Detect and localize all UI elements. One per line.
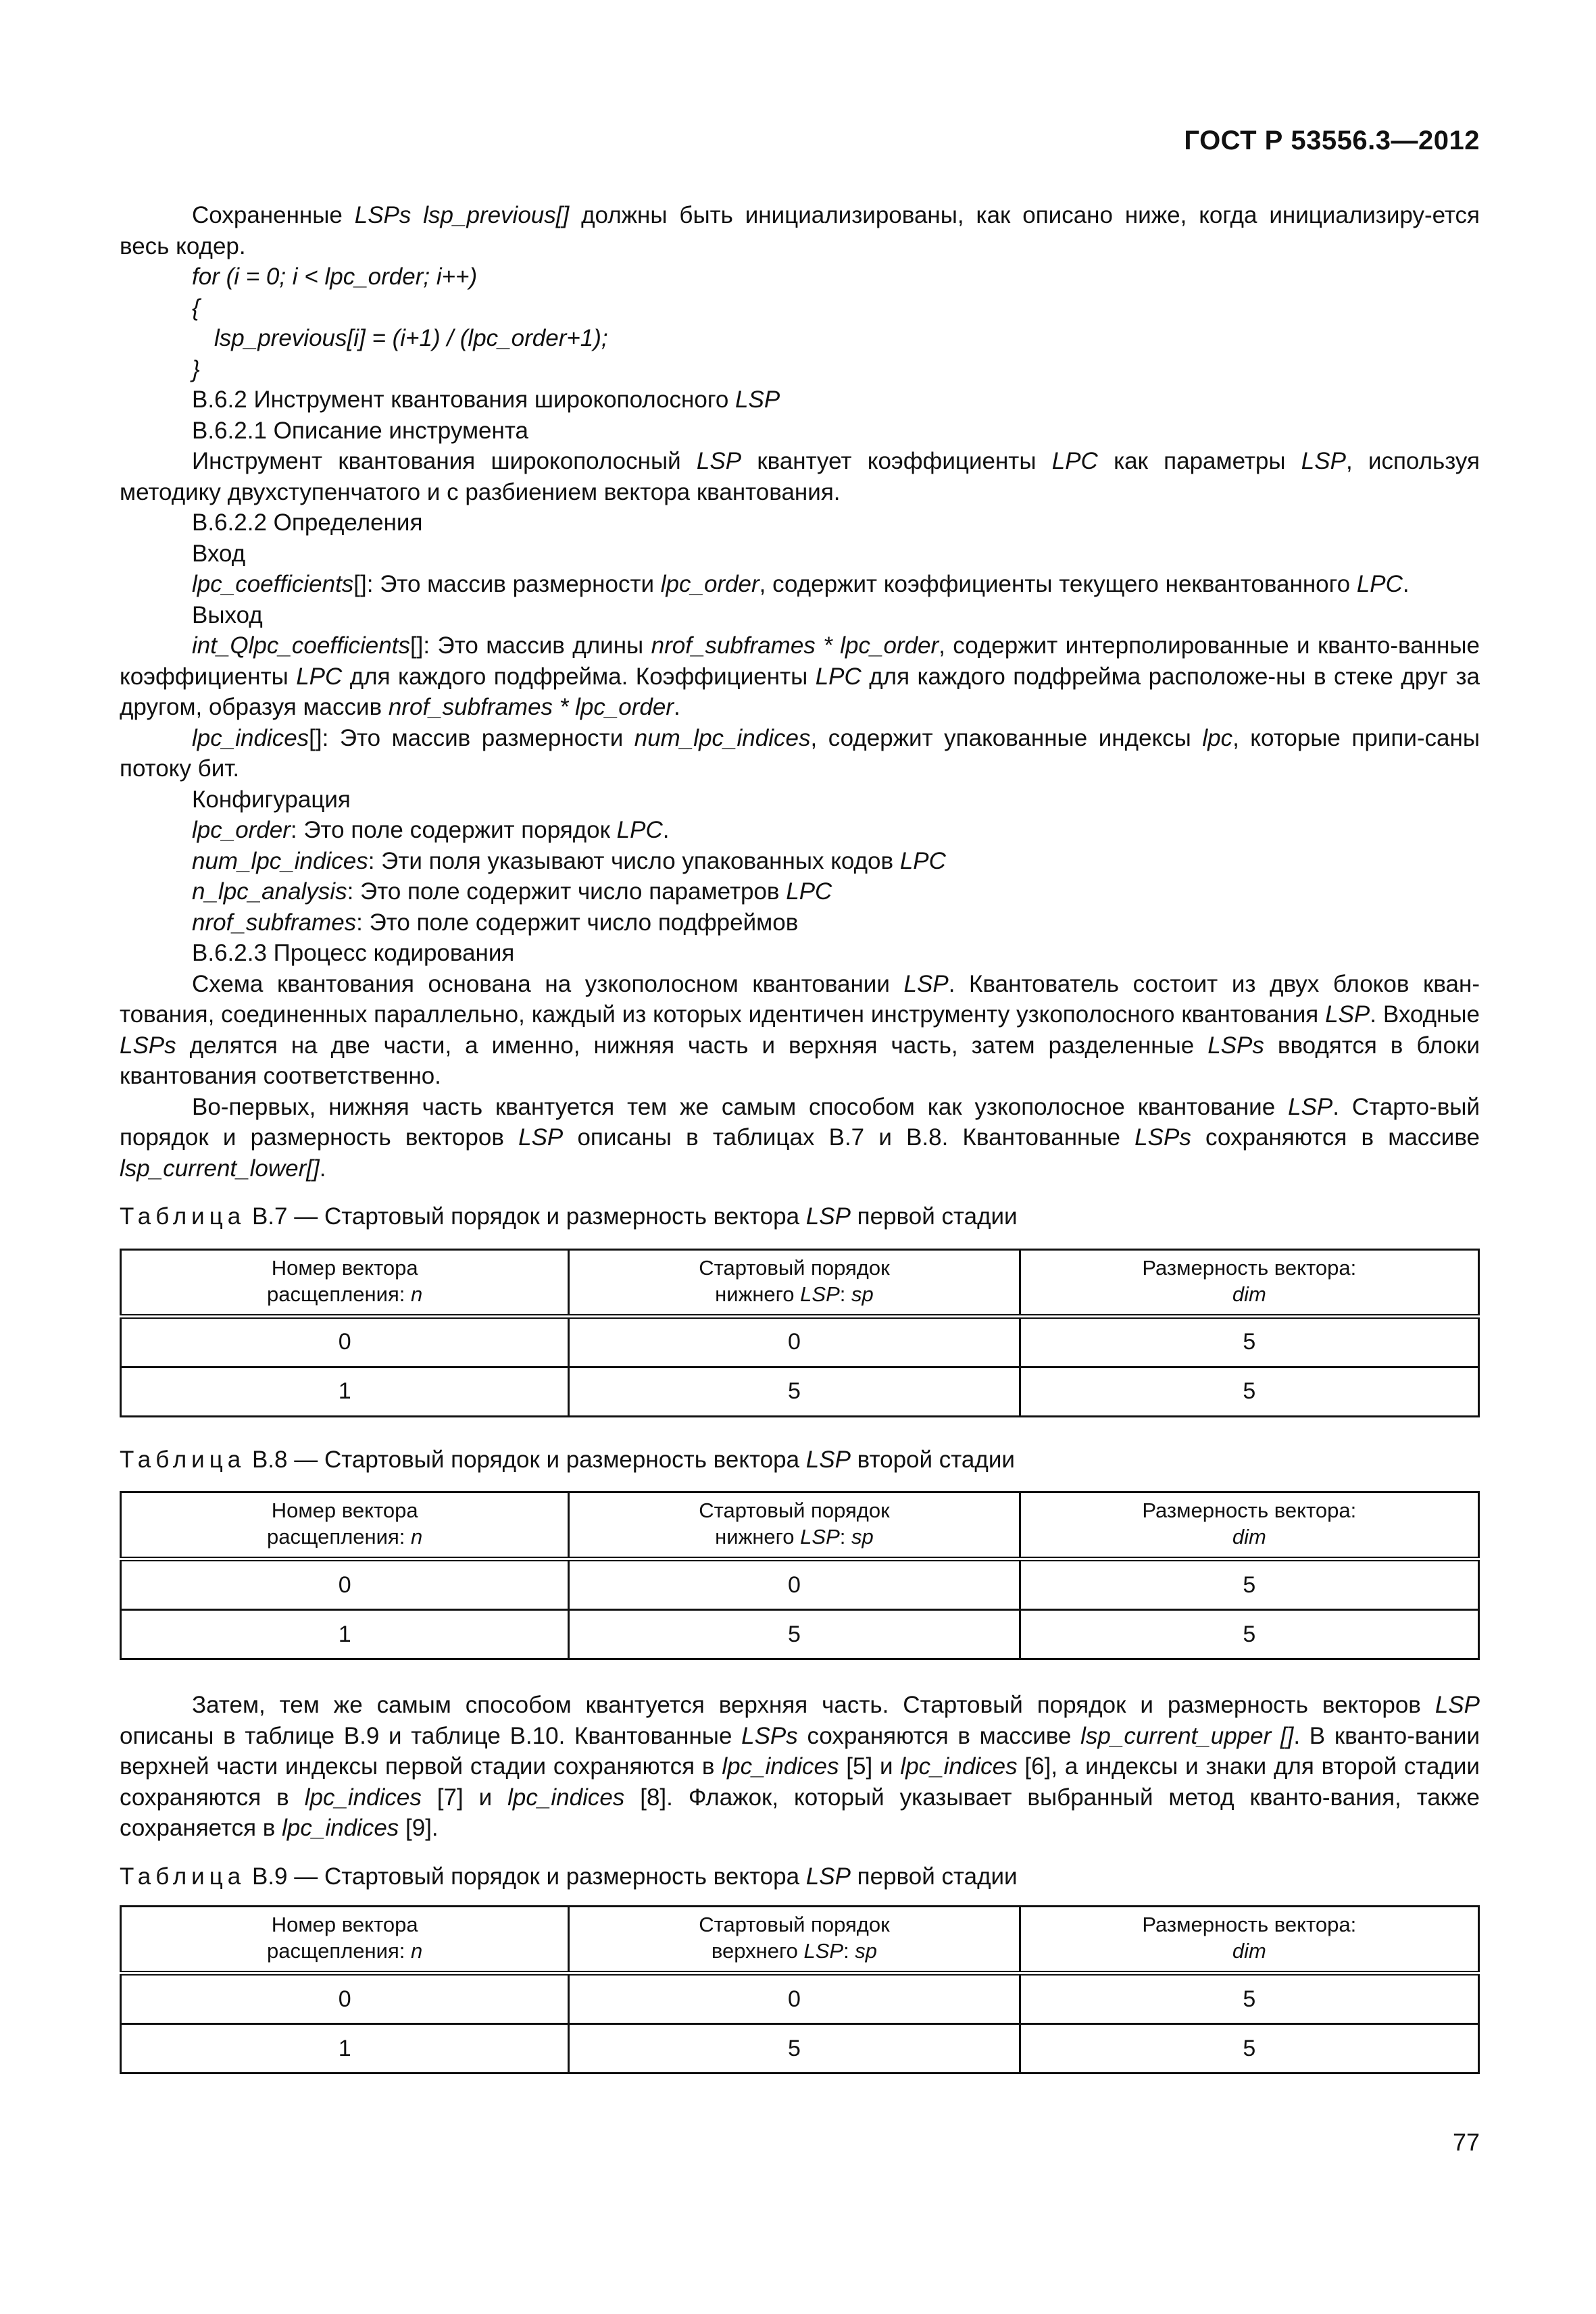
code-text: { (192, 294, 200, 321)
table-cell: 5 (569, 1367, 1020, 1416)
header-cell (1020, 1492, 1478, 1559)
encoding-paragraph-2 (120, 1092, 1480, 1184)
text-run: Схема квантования основана на узкополосном квантовании (192, 970, 904, 997)
text-run-italic: LSP (805, 1446, 851, 1473)
text-run: [8]. Флажок, который указывает выбранный метод кванто-вания, также сохраняется в (120, 1784, 1480, 1841)
table-b9-caption (120, 1861, 1480, 1892)
text-run-italic: LSPs (120, 1032, 176, 1059)
text-run: для каждого подфрейма. Коэффициенты (342, 663, 816, 690)
text-run-italic: LSPs lsp_previous[] (354, 202, 570, 228)
table-b7-caption (120, 1201, 1480, 1232)
text-run-italic: n_lpc_analysis (192, 878, 347, 905)
text-run: . (319, 1155, 326, 1182)
text-run-italic: lpc_order (660, 571, 759, 597)
text-run: Номер вектора (271, 1913, 418, 1936)
code-text: } (192, 355, 200, 382)
table-cell: 5 (569, 1610, 1020, 1659)
encoding-paragraph-1 (120, 969, 1480, 1092)
table-header-row (121, 1492, 1479, 1559)
text-run: []: Это массив размерности (309, 724, 634, 751)
table-cell: 5 (1020, 1316, 1478, 1367)
text-run-italic: LSP (1288, 1093, 1333, 1120)
text-run: , содержит интерполированные и кванто-ванные коэффициенты (120, 632, 1480, 690)
text-run-italic: LSP (803, 1939, 844, 1963)
text-run-italic: num_lpc_indices (634, 724, 811, 751)
text-run: : Это поле содержит порядок (290, 817, 617, 843)
text-run-italic: sp (851, 1282, 874, 1306)
section-heading-b621: В.6.2.1 Описание инструмента (192, 417, 528, 444)
text-run-italic: lpc (1202, 724, 1233, 751)
text-run-italic: lpc_indices (282, 1815, 399, 1841)
tool-description (120, 446, 1480, 507)
table-row (121, 1610, 1479, 1659)
table-cell: 0 (569, 1973, 1020, 2024)
text-run: первой стадии (850, 1863, 1018, 1890)
text-run-italic: nrof_subframes (192, 909, 357, 936)
text-run: [9]. (399, 1815, 439, 1841)
text-run-italic: dim (1232, 1525, 1266, 1549)
table-row (121, 2024, 1479, 2073)
section-heading-b622: В.6.2.2 Определения (192, 509, 423, 536)
text-run: : Это поле содержит число подфреймов (356, 909, 799, 936)
table-header-row (121, 1249, 1479, 1316)
text-run-italic: LSP (1435, 1692, 1480, 1718)
code-line (120, 323, 1480, 354)
text-run: [6], а индексы и знаки для второй стадии сохраняются в (120, 1753, 1480, 1811)
text-run: . Старто-вый порядок и размерность векторов (120, 1093, 1480, 1151)
definition-int-qlpc-coefficients (120, 630, 1480, 723)
table-cell: 5 (1020, 1367, 1478, 1416)
header-cell (1020, 1249, 1478, 1316)
text-run: , содержит упакованные индексы (810, 724, 1203, 751)
table-header-row (121, 1907, 1479, 1973)
text-run-italic: LSP (805, 1863, 851, 1890)
header-cell (569, 1907, 1020, 1973)
table-row (121, 1316, 1479, 1367)
text-run: : (839, 1525, 851, 1549)
standard-header: ГОСТ Р 53556.3—2012 (1184, 126, 1480, 155)
document-page (120, 0, 1480, 2314)
text-run: Сохраненные (192, 202, 355, 228)
text-run-italic: LPC (1051, 448, 1098, 474)
text-run: нижнего (715, 1525, 801, 1549)
text-run-italic: n (411, 1939, 423, 1963)
text-run-italic: lpc_indices (304, 1784, 422, 1811)
text-run: В.7 — Стартовый порядок и размерность вектора (245, 1203, 806, 1230)
code-line (120, 293, 1480, 324)
text-run: [5] и (839, 1753, 901, 1780)
text-run: второй стадии (850, 1446, 1015, 1473)
config-num-lpc-indices (120, 846, 1480, 877)
text-run: описаны в таблицах В.7 и В.8. Квантованные (563, 1124, 1135, 1151)
text-run: должны быть инициализированы, как описано ниже, когда инициализиру-ется весь кодер. (120, 202, 1480, 259)
text-run-italic: n (411, 1525, 423, 1549)
text-run: Во-первых, нижняя часть квантуется тем же самым способом как узкополосное квантование (192, 1093, 1289, 1120)
text-run-italic: dim (1232, 1939, 1266, 1963)
code-line (120, 354, 1480, 385)
text-run-italic: LSP (735, 386, 780, 413)
text-run: : (843, 1939, 855, 1963)
text-run-italic: nrof_subframes * lpc_order (388, 694, 674, 720)
section-heading-b62 (120, 384, 1480, 416)
text-run: расщепления: (267, 1282, 411, 1306)
text-run: , которые припи-саны потоку бит. (120, 724, 1480, 782)
config-nrof-subframes (120, 907, 1480, 938)
table-b9 (120, 1905, 1480, 2074)
text-run: : (839, 1282, 851, 1306)
text-run: В.9 — Стартовый порядок и размерность вектора (245, 1863, 806, 1890)
text-run-italic: LPC (786, 878, 832, 905)
caption-word: Таблица (120, 1203, 246, 1230)
text-run-italic: LSPs (1207, 1032, 1264, 1059)
text-run-italic: dim (1232, 1282, 1266, 1306)
text-run: описаны в таблице В.9 и таблице В.10. Квантованные (120, 1722, 742, 1749)
text-run-italic: LSP (1301, 448, 1346, 474)
text-run-italic: LPC (616, 817, 663, 843)
text-run: вводятся в блоки квантования соответственно. (120, 1032, 1480, 1089)
table-cell: 5 (1020, 1610, 1478, 1659)
code-line (120, 261, 1480, 293)
text-run: нижнего (715, 1282, 801, 1306)
table-cell: 0 (121, 1973, 569, 2024)
header-cell (569, 1249, 1020, 1316)
table-cell: 1 (121, 1367, 569, 1416)
text-run: первой стадии (850, 1203, 1018, 1230)
text-run: . (662, 817, 670, 843)
table-cell: 1 (121, 1610, 569, 1659)
text-run: для каждого подфрейма расположе-ны в стеке друг за другом, образуя массив (120, 663, 1480, 720)
table-cell: 0 (569, 1559, 1020, 1610)
text-run-italic: lpc_coefficients (192, 571, 354, 597)
code-text: for (i = 0; i < lpc_order; i++) (192, 263, 478, 290)
table-cell: 5 (1020, 1559, 1478, 1610)
config-n-lpc-analysis (120, 876, 1480, 907)
input-label: Вход (192, 540, 246, 567)
configuration-label: Конфигурация (192, 786, 351, 813)
text-run: , используя методику двухступенчатого и с разбиением вектора квантования. (120, 448, 1480, 505)
text-run: . (1402, 571, 1410, 597)
text-run: сохраняются в массиве (1191, 1124, 1480, 1151)
text-run-italic: LSP (1325, 1001, 1370, 1028)
text-run-italic: lpc_indices (192, 724, 309, 751)
table-cell: 5 (1020, 2024, 1478, 2073)
text-run-italic: n (411, 1282, 423, 1306)
text-run-italic: LPC (815, 663, 862, 690)
text-run-italic: lpc_indices (722, 1753, 839, 1780)
text-run-italic: LPC (296, 663, 343, 690)
output-label: Выход (192, 601, 263, 628)
section-heading-b623: В.6.2.3 Процесс кодирования (192, 940, 515, 966)
text-run-italic: lsp_current_upper [] (1080, 1722, 1294, 1749)
table-cell: 0 (569, 1316, 1020, 1367)
text-run-italic: LSP (696, 448, 742, 474)
text-run: Номер вектора (271, 1255, 418, 1280)
text-run-italic: LSPs (741, 1722, 798, 1749)
text-run: . В кванто-вании верхней части индексы первой стадии сохраняются в (120, 1722, 1480, 1780)
text-run-italic: sp (855, 1939, 878, 1963)
header-cell (121, 1907, 569, 1973)
text-run: сохраняются в массиве (797, 1722, 1081, 1749)
text-run: верхнего (711, 1939, 804, 1963)
table-cell: 5 (569, 2024, 1020, 2073)
page-number: 77 (1452, 2128, 1480, 2156)
text-run: []: Это массив длины (409, 632, 651, 659)
caption-word: Таблица (120, 1863, 246, 1890)
text-run-italic: LPC (899, 847, 946, 874)
table-b8-caption (120, 1444, 1480, 1476)
text-run: [7] и (421, 1784, 508, 1811)
text-run: делятся на две части, а именно, нижняя часть и верхняя часть, затем разделенные (176, 1032, 1208, 1059)
text-run: , содержит коэффициенты текущего неквантованного (759, 571, 1357, 597)
table-row (121, 1559, 1479, 1610)
header-cell (121, 1249, 569, 1316)
text-run: Затем, тем же самым способом квантуется верхняя часть. Стартовый порядок и размерность векторов (192, 1692, 1435, 1718)
text-run-italic: num_lpc_indices (192, 847, 368, 874)
page-content (120, 200, 1480, 2074)
text-run-italic: lpc_indices (900, 1753, 1018, 1780)
definition-lpc-coefficients (120, 569, 1480, 600)
table-b7 (120, 1249, 1480, 1417)
text-run-italic: lsp_current_lower[] (120, 1155, 320, 1182)
text-run-italic: LSP (800, 1282, 840, 1306)
table-b8 (120, 1491, 1480, 1660)
text-run: . Квантователь состоит из двух блоков кван-тования, соединенных параллельно, каждый из которых идентичен инструменту узкополосного квантования (120, 970, 1480, 1028)
encoding-paragraph-3 (120, 1690, 1480, 1844)
text-run: . Входные (1370, 1001, 1480, 1028)
table-cell: 0 (121, 1559, 569, 1610)
definition-lpc-indices (120, 723, 1480, 784)
text-run: Стартовый порядок (699, 1499, 890, 1522)
text-run: []: Это массив размерности (353, 571, 661, 597)
text-run-italic: lpc_indices (507, 1784, 625, 1811)
text-run: В.8 — Стартовый порядок и размерность вектора (245, 1446, 806, 1473)
text-run: расщепления: (267, 1939, 411, 1963)
text-run: расщепления: (267, 1525, 411, 1549)
text-run-italic: LSP (805, 1203, 851, 1230)
table-cell: 0 (121, 1316, 569, 1367)
text-run-italic: LSPs (1134, 1124, 1191, 1151)
text-run-italic: LSP (800, 1525, 840, 1549)
code-text: lsp_previous[i] = (i+1) / (lpc_order+1); (214, 325, 608, 351)
header-cell (1020, 1907, 1478, 1973)
text-run: Размерность вектора: (1142, 1913, 1357, 1936)
text-run-italic: sp (851, 1525, 874, 1549)
text-run-italic: LPC (1356, 571, 1403, 597)
table-cell: 1 (121, 2024, 569, 2073)
text-run: квантует коэффициенты (741, 448, 1052, 474)
table-cell: 5 (1020, 1973, 1478, 2024)
text-run: Номер вектора (271, 1499, 418, 1522)
text-run-italic: int_Qlpc_coefficients (192, 632, 410, 659)
text-run: Инструмент квантования широкополосный (192, 448, 697, 474)
text-run-italic: LSP (518, 1124, 564, 1151)
caption-word: Таблица (120, 1446, 246, 1473)
text-run: как параметры (1097, 448, 1301, 474)
text-run: Стартовый порядок (699, 1913, 890, 1936)
header-cell (569, 1492, 1020, 1559)
table-row (121, 1367, 1479, 1416)
config-lpc-order (120, 815, 1480, 846)
text-run-italic: LSP (903, 970, 949, 997)
text-run: : Это поле содержит число параметров (347, 878, 787, 905)
text-run-italic: nrof_subframes * lpc_order (651, 632, 939, 659)
text-run: Размерность вектора: (1142, 1255, 1357, 1280)
table-row (121, 1973, 1479, 2024)
intro-paragraph (120, 200, 1480, 261)
text-run: В.6.2 Инструмент квантования широкополосного (192, 386, 736, 413)
text-run: . (674, 694, 680, 720)
text-run: Стартовый порядок (699, 1255, 890, 1280)
text-run: : Эти поля указывают число упакованных кодов (368, 847, 900, 874)
text-run: Размерность вектора: (1142, 1499, 1357, 1522)
header-cell (121, 1492, 569, 1559)
text-run-italic: lpc_order (192, 817, 291, 843)
